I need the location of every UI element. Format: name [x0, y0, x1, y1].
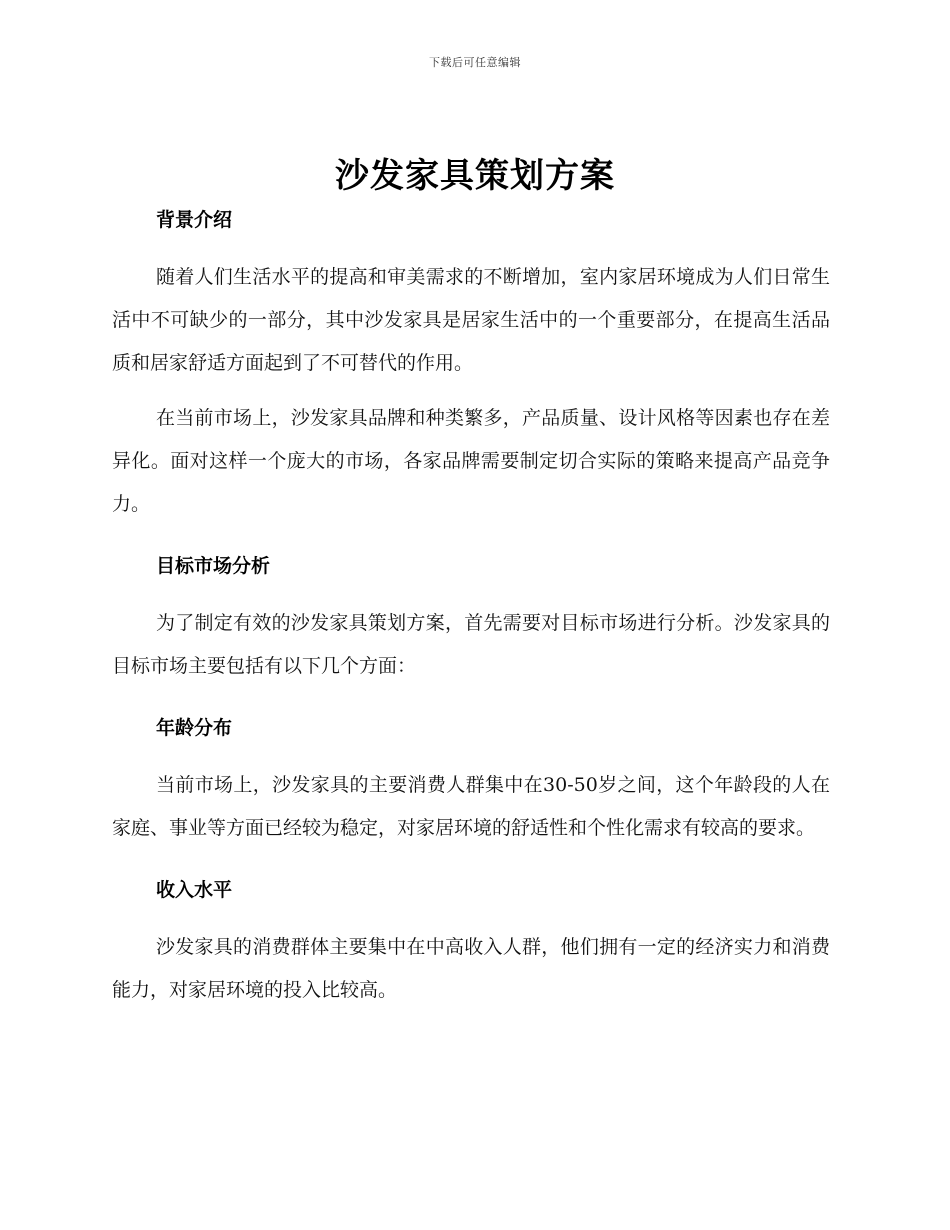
paragraph-income-level-1: 沙发家具的消费群体主要集中在中高收入人群，他们拥有一定的经济实力和消费能力，对家居环境的投入比较高。: [112, 936, 830, 1001]
header-note: 下载后可任意编辑: [429, 56, 521, 69]
section-heading-age-distribution: 年龄分布: [156, 717, 233, 739]
document-body: [112, 200, 830, 1012]
section-heading-income-level: 收入水平: [156, 879, 233, 901]
paragraph-background-2: 在当前市场上，沙发家具品牌和种类繁多，产品质量、设计风格等因素也存在差异化。面对这样一个庞大的市场，各家品牌需要制定切合实际的策略来提高产品竞争力。: [112, 407, 830, 515]
paragraph-target-market-1: 为了制定有效的沙发家具策划方案，首先需要对目标市场进行分析。沙发家具的目标市场主要包括有以下几个方面：: [112, 612, 830, 677]
paragraph-background-1: 随着人们生活水平的提高和审美需求的不断增加，室内家居环境成为人们日常生活中不可缺少的一部分，其中沙发家具是居家生活中的一个重要部分，在提高生活品质和居家舒适方面起到了不可替代的作用。: [112, 266, 830, 374]
paragraph-age-distribution-1: 当前市场上，沙发家具的主要消费人群集中在30-50岁之间，这个年龄段的人在家庭、事业等方面已经较为稳定，对家居环境的舒适性和个性化需求有较高的要求。: [112, 774, 830, 839]
document-title: 沙发家具策划方案: [335, 156, 615, 196]
section-heading-target-market: 目标市场分析: [156, 555, 271, 577]
section-heading-background: 背景介绍: [156, 209, 233, 231]
